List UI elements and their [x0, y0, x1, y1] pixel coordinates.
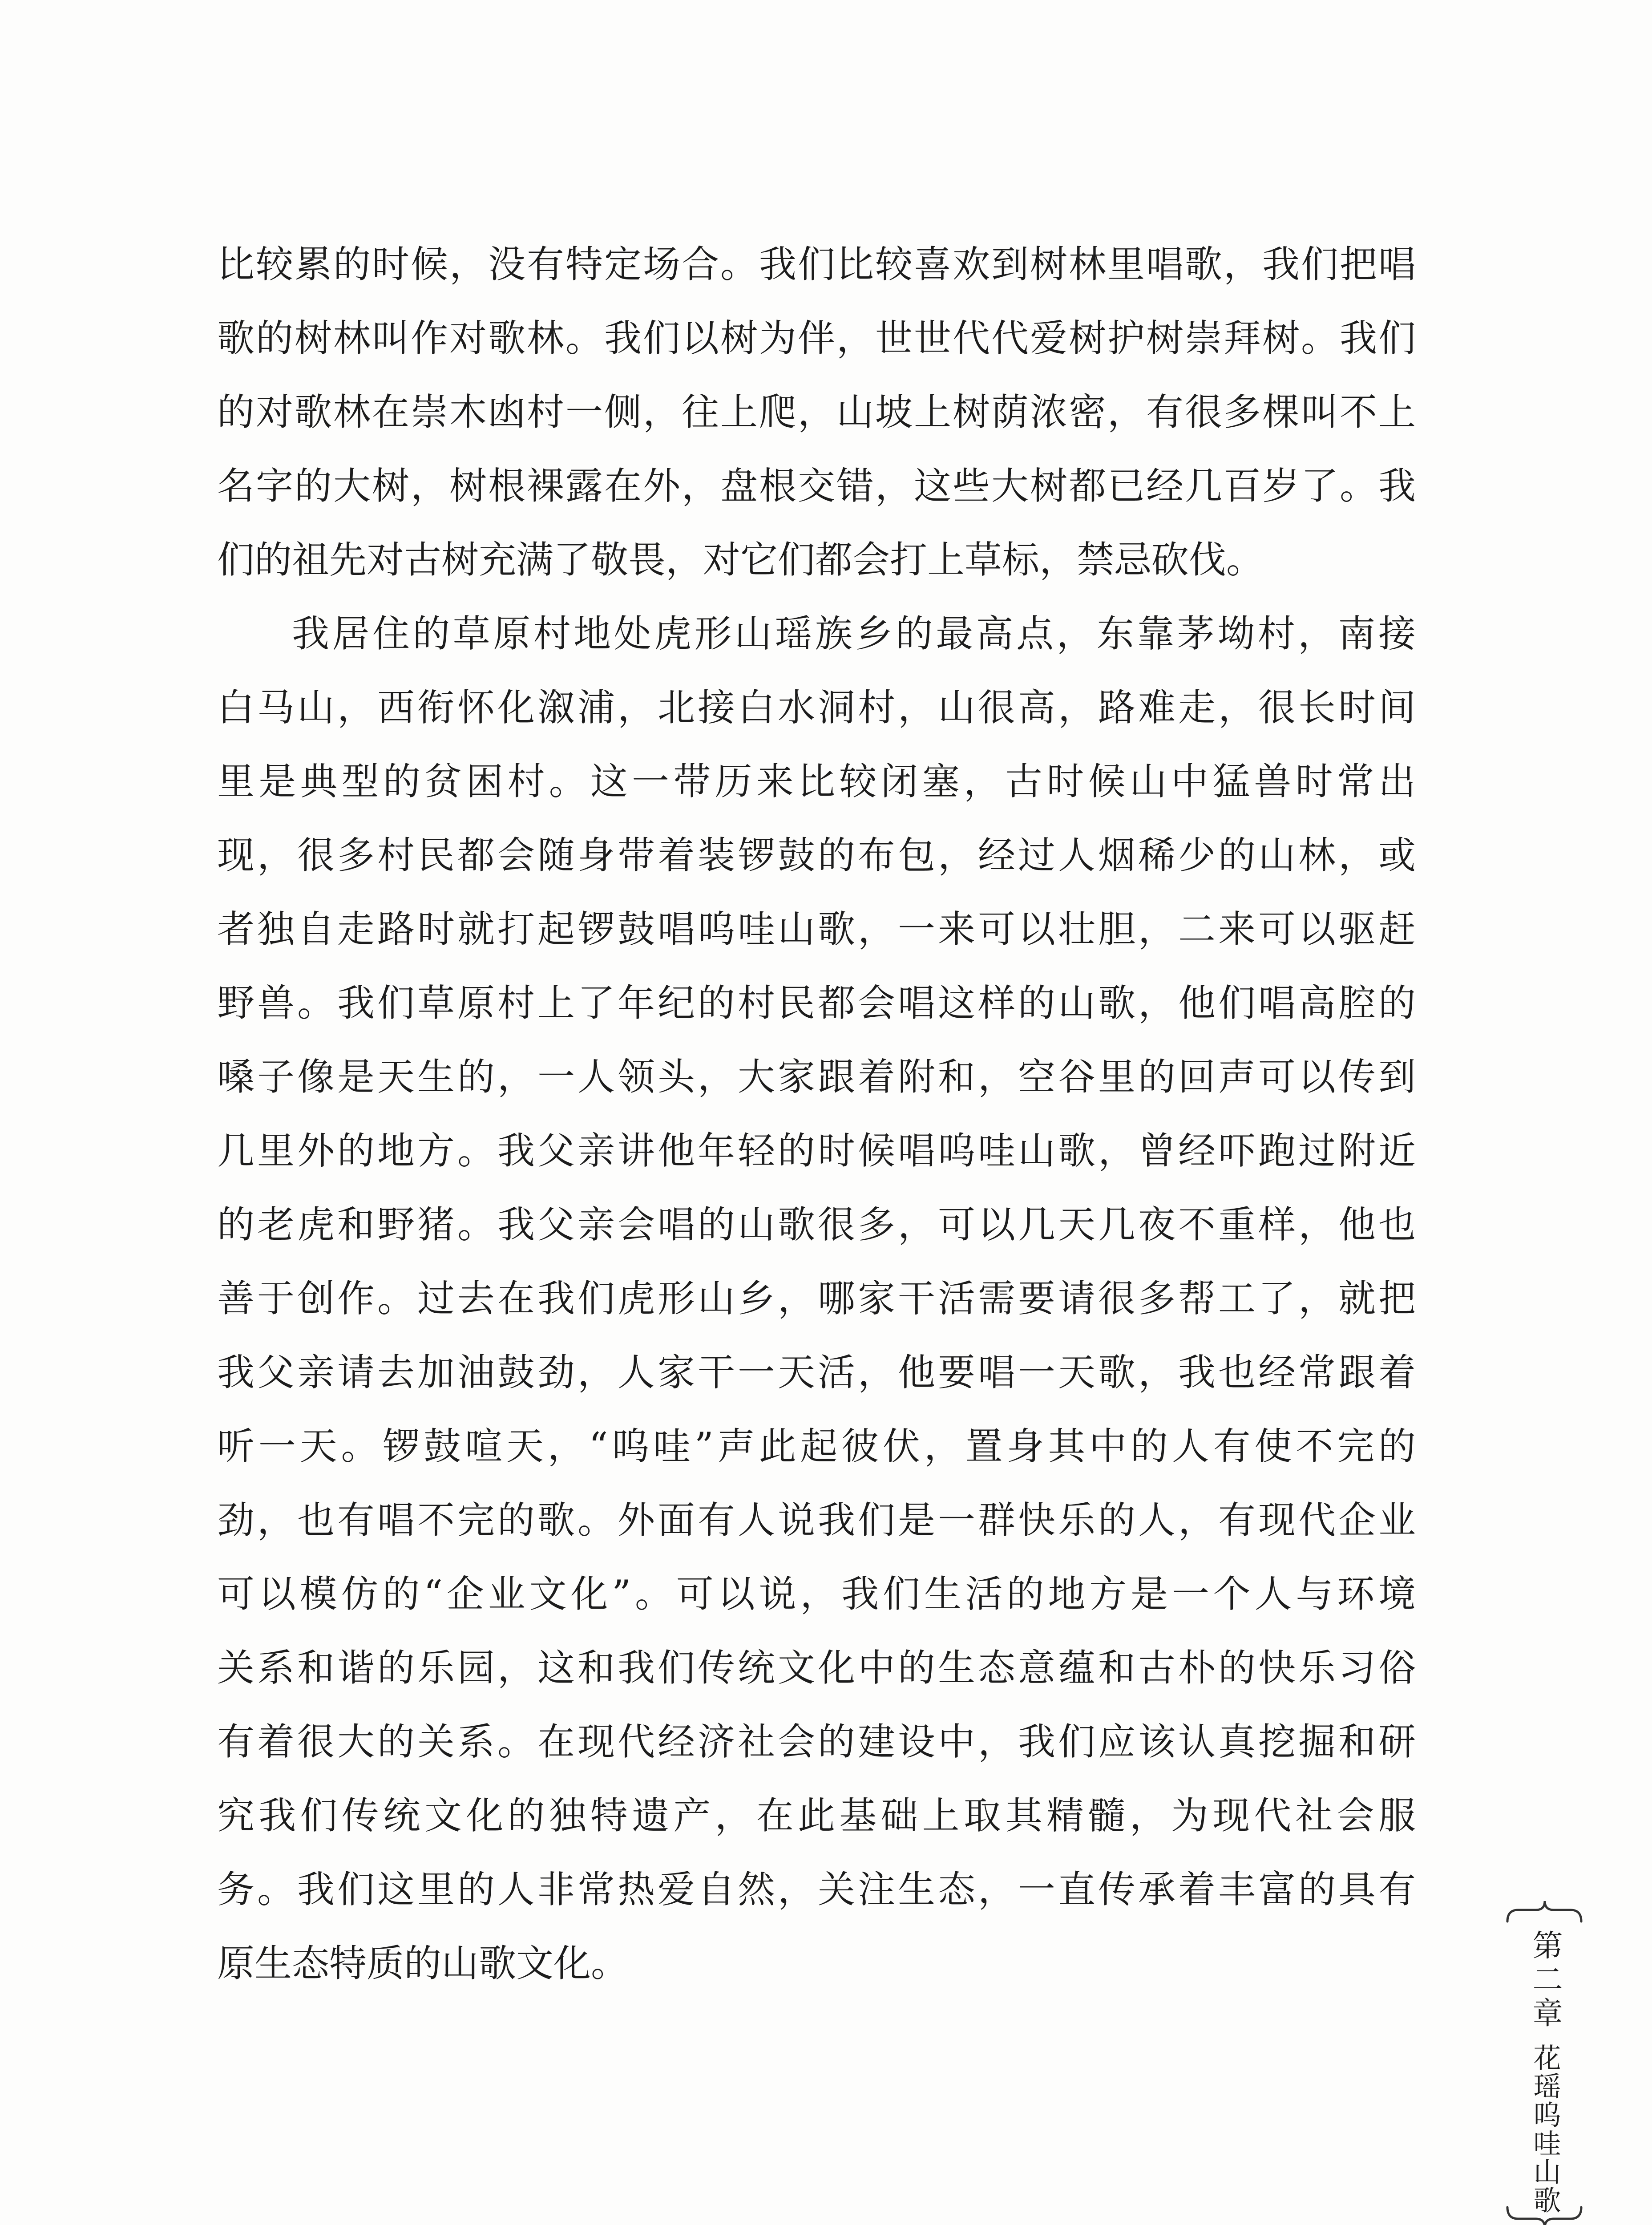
- text-line: 原生态特质的山歌文化。: [217, 1942, 629, 1985]
- chapter-label: 第二章: [1527, 1930, 1563, 2031]
- text-line: 我父亲请去加油鼓劲，人家干一天活，他要唱一天歌，我也经常跟着: [217, 1351, 1416, 1394]
- text-line: 名字的大树，树根裸露在外，盘根交错，这些大树都已经几百岁了。我: [217, 464, 1416, 508]
- text-line: 可以模仿的“企业文化”。可以说，我们生活的地方是一个人与环境: [217, 1572, 1416, 1616]
- top-brace: [1507, 1901, 1581, 1922]
- text-line: 听一天。锣鼓喧天，“呜哇”声此起彼伏，置身其中的人有使不完的: [217, 1424, 1416, 1468]
- chapter-title: 花瑶呜哇山歌: [1529, 2043, 1561, 2214]
- text-line: 善于创作。过去在我们虎形山乡，哪家干活需要请很多帮工了，就把: [217, 1277, 1416, 1320]
- text-line: 歌的树林叫作对歌林。我们以树为伴，世世代代爱树护树崇拜树。我们: [217, 316, 1416, 360]
- paragraph-continued: [217, 227, 1416, 597]
- text-line: 几里外的地方。我父亲讲他年轻的时候唱呜哇山歌，曾经吓跑过附近: [217, 1129, 1416, 1173]
- text-line: 里是典型的贫困村。这一带历来比较闭塞，古时候山中猛兽时常出: [217, 760, 1416, 803]
- text-line: 劲，也有唱不完的歌。外面有人说我们是一群快乐的人，有现代企业: [217, 1498, 1416, 1542]
- text-line: 关系和谐的乐园，这和我们传统文化中的生态意蕴和古朴的快乐习俗: [217, 1646, 1416, 1690]
- text-line: 务。我们这里的人非常热爱自然，关注生态，一直传承着丰富的具有: [217, 1868, 1416, 1911]
- text-line: 的老虎和野猪。我父亲会唱的山歌很多，可以几天几夜不重样，他也: [217, 1203, 1416, 1246]
- text-line: 有着很大的关系。在现代经济社会的建设中，我们应该认真挖掘和研: [217, 1720, 1416, 1764]
- text-line: 们的祖先对古树充满了敬畏，对它们都会打上草标，禁忌砍伐。: [217, 538, 1264, 582]
- text-line: 的对歌林在崇木凼村一侧，往上爬，山坡上树荫浓密，有很多棵叫不上: [217, 390, 1416, 434]
- text-line: 现，很多村民都会随身带着装锣鼓的布包，经过人烟稀少的山林，或: [217, 833, 1416, 877]
- text-line: 者独自走路时就打起锣鼓唱呜哇山歌，一来可以壮胆，二来可以驱赶: [217, 907, 1416, 951]
- text-line: 究我们传统文化的独特遗产，在此基础上取其精髓，为现代社会服: [217, 1794, 1416, 1837]
- body-text: [217, 227, 1416, 2000]
- text-line: 白马山，西衔怀化溆浦，北接白水洞村，山很高，路难走，很长时间: [217, 686, 1416, 729]
- text-line: 我居住的草原村地处虎形山瑶族乡的最高点，东靠茅坳村，南接: [292, 612, 1416, 655]
- text-line: 比较累的时候，没有特定场合。我们比较喜欢到树林里唱歌，我们把唱: [217, 243, 1416, 286]
- text-line: 野兽。我们草原村上了年纪的村民都会唱这样的山歌，他们唱高腔的: [217, 981, 1416, 1025]
- text-line: 嗓子像是天生的，一人领头，大家跟着附和，空谷里的回声可以传到: [217, 1055, 1416, 1099]
- paragraph: [217, 597, 1416, 2000]
